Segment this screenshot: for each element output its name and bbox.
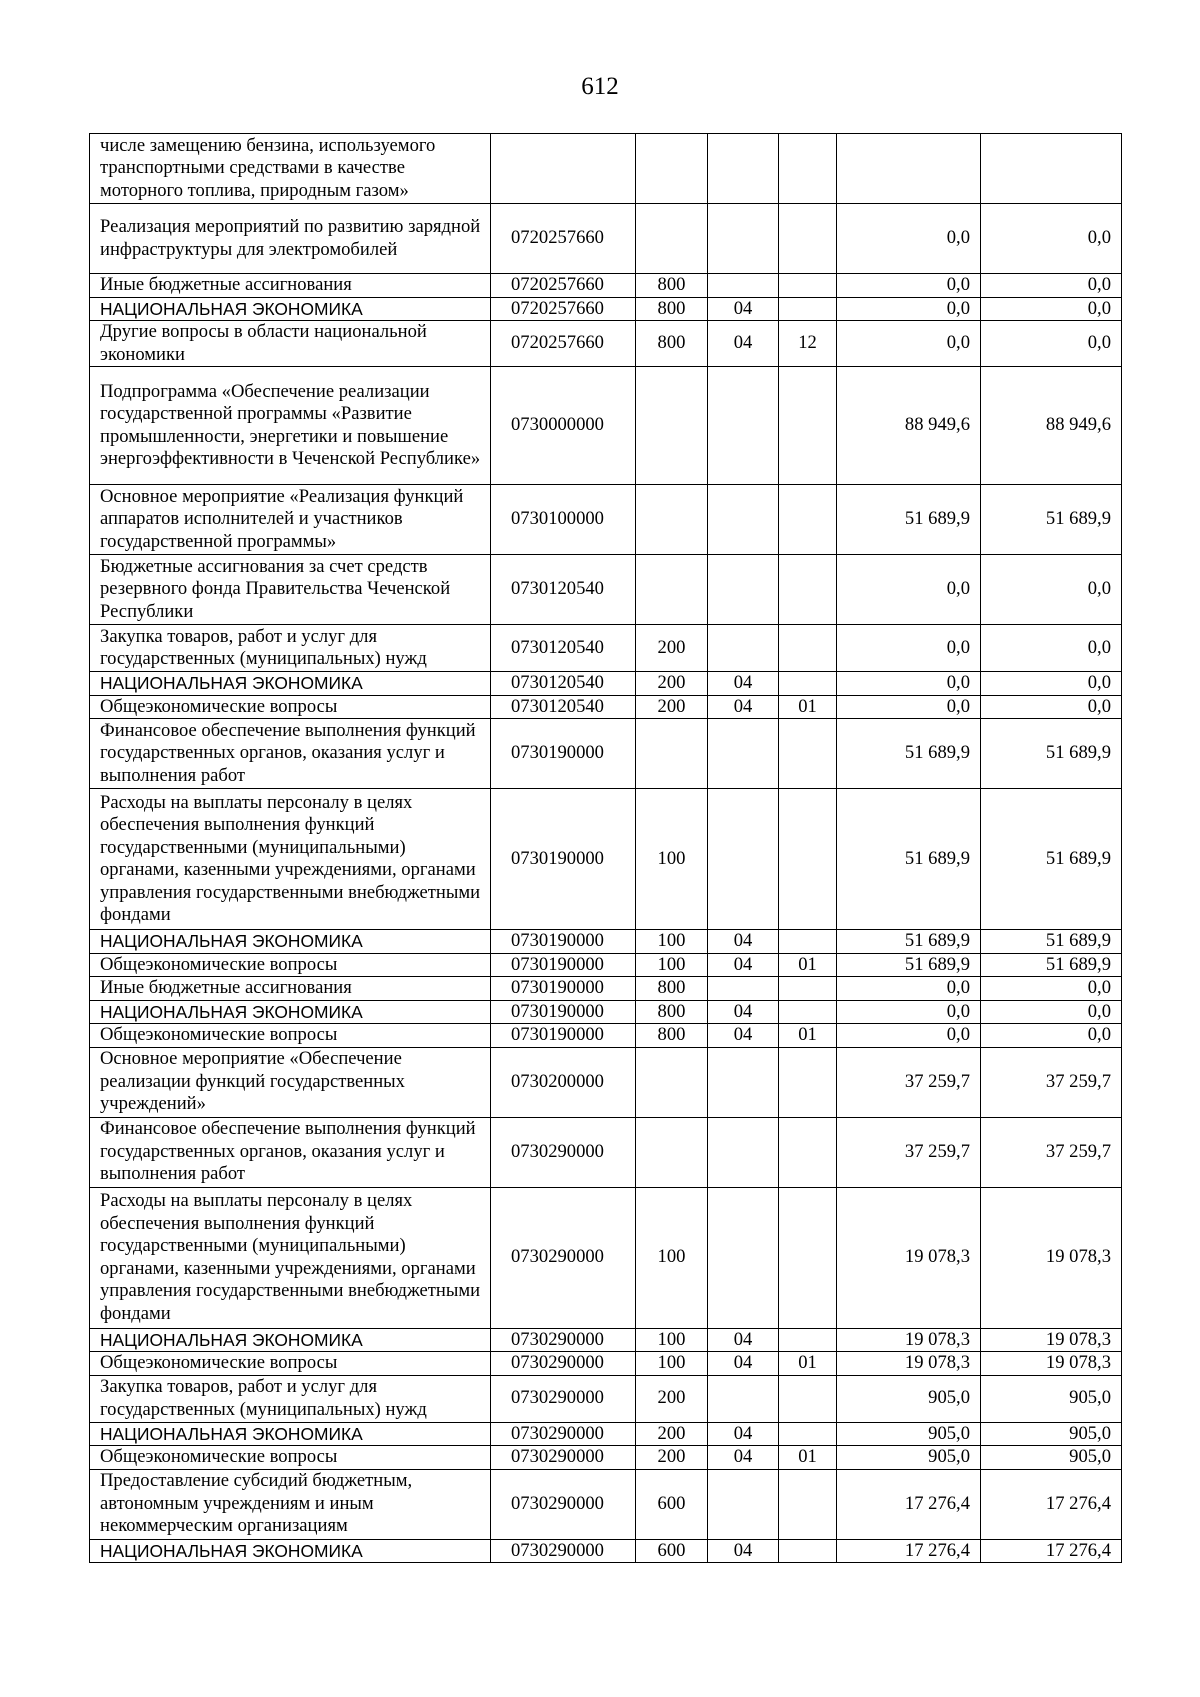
cell-v1: 905,0 — [837, 1446, 981, 1470]
cell-name: числе замещению бензина, используемого транспортными средствами в качестве моторного топлива, природным газом» — [90, 134, 491, 204]
table-row — [90, 321, 1122, 367]
cell-pr: 01 — [779, 953, 837, 977]
cell-name: Общеэкономические вопросы — [90, 1352, 491, 1376]
cell-v2: 17 276,4 — [981, 1539, 1122, 1563]
cell-name: Реализация мероприятий по развитию зарядной инфраструктуры для электромобилей — [90, 204, 491, 274]
cell-v1 — [837, 134, 981, 204]
cell-v2: 51 689,9 — [981, 485, 1122, 555]
cell-pr — [779, 134, 837, 204]
cell-v1: 0,0 — [837, 672, 981, 696]
cell-vr: 800 — [636, 1000, 708, 1024]
cell-vr: 100 — [636, 1352, 708, 1376]
page-number: 612 — [581, 73, 619, 100]
cell-rz — [708, 789, 779, 930]
cell-code: 0730200000 — [491, 1047, 636, 1117]
cell-code: 0730290000 — [491, 1117, 636, 1187]
table-row — [90, 953, 1122, 977]
table-row — [90, 1469, 1122, 1539]
cell-v2: 51 689,9 — [981, 789, 1122, 930]
cell-name: Бюджетные ассигнования за счет средств резервного фонда Правительства Чеченской Республики — [90, 555, 491, 625]
cell-name: Расходы на выплаты персоналу в целях обеспечения выполнения функций государственными (муниципальными) органами, казенными учреждениями, органами управления государственными внебюджетными фондами — [90, 789, 491, 930]
cell-name: Предоставление субсидий бюджетным, автономным учреждениям и иным некоммерческим организациям — [90, 1469, 491, 1539]
cell-rz: 04 — [708, 1539, 779, 1563]
cell-code: 0730290000 — [491, 1446, 636, 1470]
cell-vr — [636, 204, 708, 274]
cell-v2: 51 689,9 — [981, 953, 1122, 977]
table-row — [90, 204, 1122, 274]
cell-name: Другие вопросы в области национальной экономики — [90, 321, 491, 367]
cell-vr: 200 — [636, 1422, 708, 1446]
cell-pr — [779, 672, 837, 696]
cell-v1: 37 259,7 — [837, 1047, 981, 1117]
cell-v2: 0,0 — [981, 1024, 1122, 1048]
cell-name: Финансовое обеспечение выполнения функций государственных органов, оказания услуг и выполнения работ — [90, 719, 491, 789]
cell-code: 0720257660 — [491, 274, 636, 298]
cell-v1: 0,0 — [837, 204, 981, 274]
cell-pr — [779, 930, 837, 954]
cell-v2: 0,0 — [981, 625, 1122, 672]
cell-name: НАЦИОНАЛЬНАЯ ЭКОНОМИКА — [90, 1000, 491, 1024]
cell-name: НАЦИОНАЛЬНАЯ ЭКОНОМИКА — [90, 1328, 491, 1352]
table-row — [90, 672, 1122, 696]
cell-vr — [636, 1047, 708, 1117]
table-row — [90, 1375, 1122, 1422]
cell-v1: 0,0 — [837, 1024, 981, 1048]
cell-vr: 100 — [636, 789, 708, 930]
cell-vr: 800 — [636, 321, 708, 367]
cell-v2: 37 259,7 — [981, 1047, 1122, 1117]
cell-code: 0730120540 — [491, 672, 636, 696]
cell-vr: 800 — [636, 297, 708, 321]
cell-code: 0730120540 — [491, 625, 636, 672]
table-row — [90, 485, 1122, 555]
table-row — [90, 1422, 1122, 1446]
cell-v2: 0,0 — [981, 321, 1122, 367]
cell-v1: 51 689,9 — [837, 719, 981, 789]
cell-pr — [779, 1047, 837, 1117]
cell-v1: 0,0 — [837, 297, 981, 321]
cell-pr — [779, 1328, 837, 1352]
cell-v2: 19 078,3 — [981, 1352, 1122, 1376]
cell-v1: 0,0 — [837, 625, 981, 672]
cell-v2: 17 276,4 — [981, 1469, 1122, 1539]
cell-name: Закупка товаров, работ и услуг для государственных (муниципальных) нужд — [90, 625, 491, 672]
cell-rz: 04 — [708, 1446, 779, 1470]
cell-pr — [779, 297, 837, 321]
cell-rz — [708, 1187, 779, 1328]
cell-vr: 200 — [636, 672, 708, 696]
cell-v1: 51 689,9 — [837, 953, 981, 977]
cell-rz: 04 — [708, 321, 779, 367]
cell-name: Подпрограмма «Обеспечение реализации государственной программы «Развитие промышленности, энергетики и повышение энергоэффективности в Чеченской Республике» — [90, 367, 491, 485]
cell-rz: 04 — [708, 297, 779, 321]
cell-vr: 800 — [636, 977, 708, 1001]
cell-pr — [779, 1000, 837, 1024]
cell-v1: 19 078,3 — [837, 1328, 981, 1352]
table-row — [90, 274, 1122, 298]
cell-pr — [779, 1539, 837, 1563]
cell-rz: 04 — [708, 672, 779, 696]
cell-v2: 51 689,9 — [981, 719, 1122, 789]
cell-code: 0730000000 — [491, 367, 636, 485]
cell-v1: 51 689,9 — [837, 789, 981, 930]
cell-name: НАЦИОНАЛЬНАЯ ЭКОНОМИКА — [90, 930, 491, 954]
cell-rz — [708, 555, 779, 625]
cell-vr — [636, 485, 708, 555]
cell-rz: 04 — [708, 1422, 779, 1446]
cell-v2: 19 078,3 — [981, 1187, 1122, 1328]
cell-vr: 200 — [636, 1375, 708, 1422]
cell-code: 0720257660 — [491, 297, 636, 321]
cell-code: 0730290000 — [491, 1352, 636, 1376]
table-row — [90, 977, 1122, 1001]
cell-vr: 100 — [636, 930, 708, 954]
cell-vr: 800 — [636, 274, 708, 298]
cell-rz: 04 — [708, 1352, 779, 1376]
cell-pr: 01 — [779, 695, 837, 719]
table-row — [90, 789, 1122, 930]
cell-name: НАЦИОНАЛЬНАЯ ЭКОНОМИКА — [90, 1422, 491, 1446]
cell-name: Общеэкономические вопросы — [90, 953, 491, 977]
cell-code: 0730190000 — [491, 789, 636, 930]
cell-rz: 04 — [708, 953, 779, 977]
cell-pr — [779, 1187, 837, 1328]
cell-code: 0730290000 — [491, 1539, 636, 1563]
cell-rz: 04 — [708, 930, 779, 954]
cell-pr — [779, 977, 837, 1001]
cell-vr — [636, 134, 708, 204]
cell-v2: 905,0 — [981, 1422, 1122, 1446]
cell-v1: 0,0 — [837, 555, 981, 625]
cell-v1: 37 259,7 — [837, 1117, 981, 1187]
cell-code: 0730190000 — [491, 930, 636, 954]
cell-rz — [708, 1469, 779, 1539]
cell-v2: 88 949,6 — [981, 367, 1122, 485]
cell-pr — [779, 485, 837, 555]
table-row — [90, 1047, 1122, 1117]
cell-v1: 0,0 — [837, 321, 981, 367]
cell-code: 0730290000 — [491, 1375, 636, 1422]
cell-v2 — [981, 134, 1122, 204]
cell-v2: 0,0 — [981, 274, 1122, 298]
cell-pr — [779, 1375, 837, 1422]
cell-rz: 04 — [708, 1000, 779, 1024]
cell-rz — [708, 719, 779, 789]
cell-v2: 0,0 — [981, 1000, 1122, 1024]
table-row — [90, 1539, 1122, 1563]
cell-v2: 0,0 — [981, 672, 1122, 696]
cell-code: 0730190000 — [491, 977, 636, 1001]
table-row — [90, 1117, 1122, 1187]
table-row — [90, 625, 1122, 672]
cell-v2: 51 689,9 — [981, 930, 1122, 954]
cell-v1: 17 276,4 — [837, 1469, 981, 1539]
cell-vr: 200 — [636, 625, 708, 672]
table-row — [90, 555, 1122, 625]
cell-name: НАЦИОНАЛЬНАЯ ЭКОНОМИКА — [90, 672, 491, 696]
cell-code: 0730290000 — [491, 1187, 636, 1328]
cell-name: Иные бюджетные ассигнования — [90, 977, 491, 1001]
cell-v1: 905,0 — [837, 1422, 981, 1446]
cell-v1: 51 689,9 — [837, 485, 981, 555]
cell-code: 0720257660 — [491, 204, 636, 274]
cell-code: 0730120540 — [491, 555, 636, 625]
cell-rz — [708, 1117, 779, 1187]
table-row — [90, 1187, 1122, 1328]
cell-v1: 0,0 — [837, 1000, 981, 1024]
cell-code: 0730190000 — [491, 953, 636, 977]
cell-name: Общеэкономические вопросы — [90, 695, 491, 719]
cell-rz — [708, 977, 779, 1001]
cell-code: 0720257660 — [491, 321, 636, 367]
cell-pr — [779, 555, 837, 625]
cell-rz — [708, 204, 779, 274]
cell-vr: 100 — [636, 953, 708, 977]
cell-pr — [779, 1117, 837, 1187]
cell-v1: 0,0 — [837, 274, 981, 298]
table-row — [90, 134, 1122, 204]
cell-pr — [779, 204, 837, 274]
cell-pr: 01 — [779, 1024, 837, 1048]
cell-rz — [708, 1375, 779, 1422]
cell-vr: 600 — [636, 1539, 708, 1563]
table-row — [90, 930, 1122, 954]
cell-name: Закупка товаров, работ и услуг для государственных (муниципальных) нужд — [90, 1375, 491, 1422]
cell-vr — [636, 1117, 708, 1187]
cell-code — [491, 134, 636, 204]
cell-vr: 100 — [636, 1187, 708, 1328]
cell-rz — [708, 1047, 779, 1117]
table-row — [90, 1328, 1122, 1352]
cell-pr — [779, 274, 837, 298]
cell-v2: 0,0 — [981, 297, 1122, 321]
cell-pr — [779, 367, 837, 485]
cell-rz — [708, 367, 779, 485]
table-row — [90, 1000, 1122, 1024]
cell-code: 0730290000 — [491, 1469, 636, 1539]
cell-pr — [779, 625, 837, 672]
cell-rz — [708, 485, 779, 555]
cell-vr: 800 — [636, 1024, 708, 1048]
budget-table — [89, 133, 1122, 1563]
cell-code: 0730100000 — [491, 485, 636, 555]
table-row — [90, 297, 1122, 321]
cell-v1: 0,0 — [837, 977, 981, 1001]
cell-vr: 600 — [636, 1469, 708, 1539]
cell-pr — [779, 789, 837, 930]
table-row — [90, 367, 1122, 485]
cell-pr — [779, 719, 837, 789]
cell-name: НАЦИОНАЛЬНАЯ ЭКОНОМИКА — [90, 297, 491, 321]
table-row — [90, 719, 1122, 789]
cell-v2: 0,0 — [981, 555, 1122, 625]
cell-name: Общеэкономические вопросы — [90, 1446, 491, 1470]
cell-name: НАЦИОНАЛЬНАЯ ЭКОНОМИКА — [90, 1539, 491, 1563]
cell-vr — [636, 719, 708, 789]
cell-name: Общеэкономические вопросы — [90, 1024, 491, 1048]
cell-name: Расходы на выплаты персоналу в целях обеспечения выполнения функций государственными (муниципальными) органами, казенными учреждениями, органами управления государственными внебюджетными фондами — [90, 1187, 491, 1328]
cell-name: Основное мероприятие «Обеспечение реализации функций государственных учреждений» — [90, 1047, 491, 1117]
cell-v2: 905,0 — [981, 1375, 1122, 1422]
cell-vr — [636, 367, 708, 485]
cell-pr — [779, 1469, 837, 1539]
cell-pr: 01 — [779, 1352, 837, 1376]
cell-code: 0730190000 — [491, 1000, 636, 1024]
table-row — [90, 695, 1122, 719]
cell-rz — [708, 134, 779, 204]
cell-v2: 37 259,7 — [981, 1117, 1122, 1187]
cell-v1: 19 078,3 — [837, 1187, 981, 1328]
cell-v1: 0,0 — [837, 695, 981, 719]
cell-v1: 17 276,4 — [837, 1539, 981, 1563]
cell-vr: 200 — [636, 1446, 708, 1470]
table-row — [90, 1024, 1122, 1048]
cell-rz — [708, 274, 779, 298]
cell-code: 0730190000 — [491, 719, 636, 789]
table-row — [90, 1352, 1122, 1376]
cell-rz — [708, 625, 779, 672]
cell-vr — [636, 555, 708, 625]
cell-rz: 04 — [708, 1328, 779, 1352]
cell-vr: 100 — [636, 1328, 708, 1352]
cell-rz: 04 — [708, 695, 779, 719]
cell-code: 0730290000 — [491, 1422, 636, 1446]
cell-name: Иные бюджетные ассигнования — [90, 274, 491, 298]
cell-v1: 51 689,9 — [837, 930, 981, 954]
cell-vr: 200 — [636, 695, 708, 719]
cell-rz: 04 — [708, 1024, 779, 1048]
cell-v2: 0,0 — [981, 695, 1122, 719]
cell-pr: 01 — [779, 1446, 837, 1470]
cell-name: Финансовое обеспечение выполнения функций государственных органов, оказания услуг и выполнения работ — [90, 1117, 491, 1187]
cell-v1: 88 949,6 — [837, 367, 981, 485]
cell-code: 0730190000 — [491, 1024, 636, 1048]
cell-v2: 0,0 — [981, 204, 1122, 274]
cell-v2: 19 078,3 — [981, 1328, 1122, 1352]
cell-v2: 905,0 — [981, 1446, 1122, 1470]
cell-code: 0730120540 — [491, 695, 636, 719]
cell-name: Основное мероприятие «Реализация функций аппаратов исполнителей и участников государственной программы» — [90, 485, 491, 555]
cell-code: 0730290000 — [491, 1328, 636, 1352]
cell-v2: 0,0 — [981, 977, 1122, 1001]
table-row — [90, 1446, 1122, 1470]
cell-pr: 12 — [779, 321, 837, 367]
cell-v1: 905,0 — [837, 1375, 981, 1422]
cell-pr — [779, 1422, 837, 1446]
cell-v1: 19 078,3 — [837, 1352, 981, 1376]
